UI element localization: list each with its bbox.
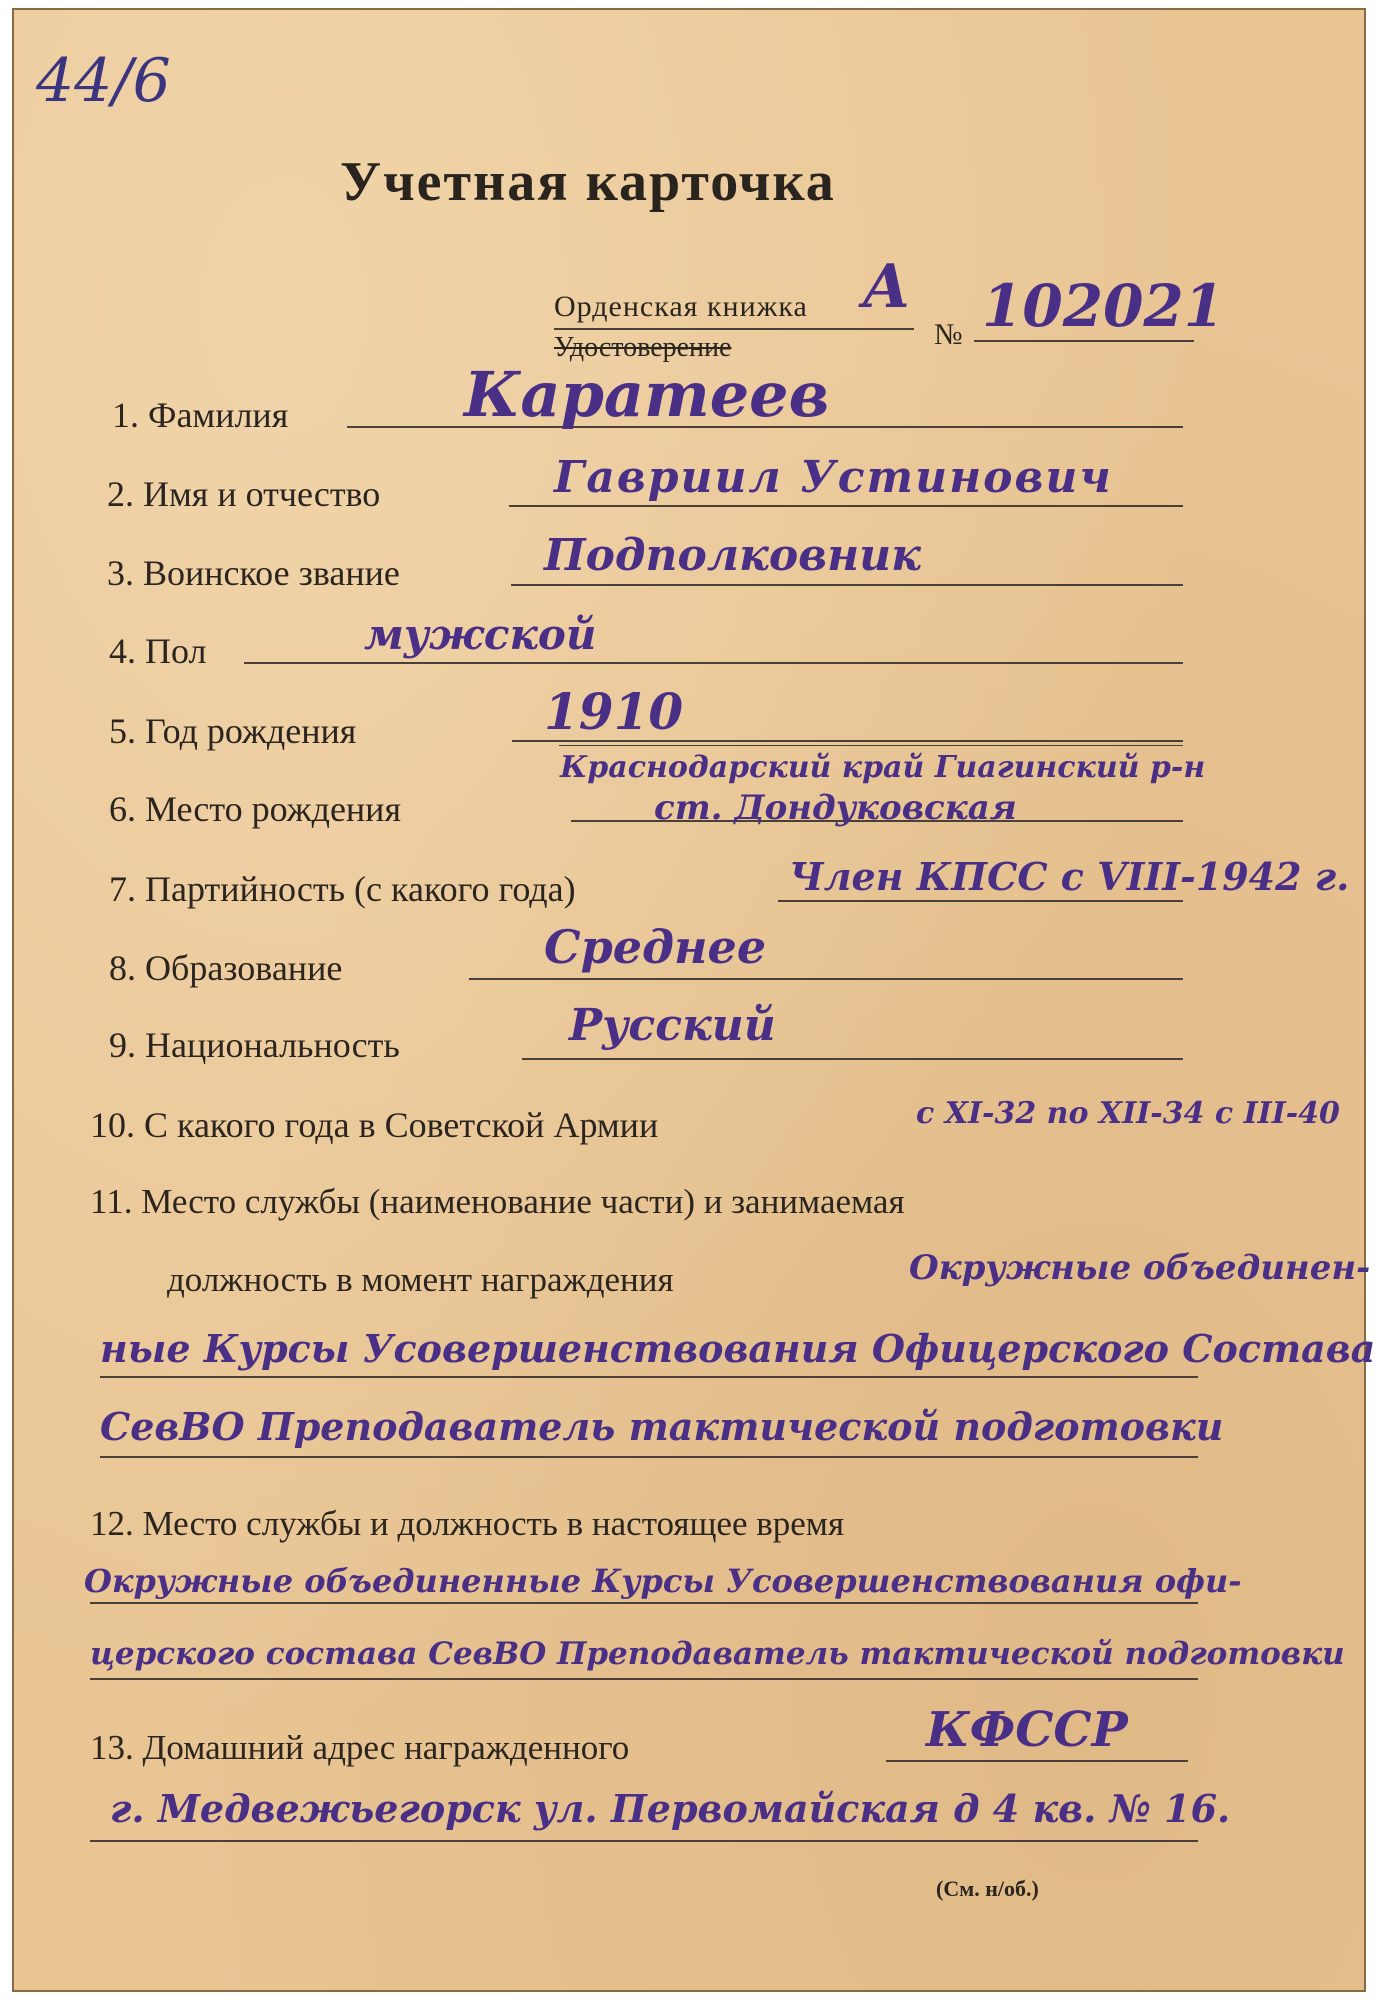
field-service-award-value-line1: Окружные объединен- [909,1248,1371,1288]
field-birthplace-line-upper [559,745,1183,746]
field-name-value: Гавриил Устинович [554,452,1113,503]
field-name-line [509,505,1183,507]
field-service-award-line1 [100,1376,1198,1378]
field-current-service-line1 [90,1602,1198,1604]
field-current-service-label: 12. Место службы и должность в настоящее время [90,1504,845,1543]
field-education-value: Среднее [544,920,767,974]
field-surname-label: 1. Фамилия [112,395,289,435]
order-book-underline [554,328,914,330]
field-surname-value: Каратеев [464,358,830,431]
field-name-label: 2. Имя и отчество [107,474,381,514]
field-party-line [778,900,1183,902]
order-book-series: А [862,252,911,322]
field-birthplace-label: 6. Место рождения [109,789,402,829]
order-book-number: 102021 [982,272,1225,340]
field-home-address-value-line1: КФССР [926,1702,1128,1758]
number-sign: № [934,318,963,351]
field-rank-label: 3. Воинское звание [107,553,400,593]
field-nationality-value: Русский [569,1000,776,1051]
award-record-card [12,8,1376,1992]
field-home-address-value-line2: г. Медвежьегорск ул. Первомайская д 4 кв. № 16. [110,1786,1231,1831]
field-service-award-value-line3: СевВО Преподаватель тактической подготовки [100,1404,1224,1449]
field-birth-year-value: 1910 [544,682,684,741]
field-rank-line [511,584,1183,586]
field-sex-line [244,662,1183,664]
field-service-award-label-line1: 11. Место службы (наименование части) и занимаемая [90,1182,905,1221]
field-education-line [469,978,1183,980]
field-army-since-label: 10. С какого года в Советской Армии [90,1105,659,1145]
field-birthplace-value-line1: Краснодарский край Гиагинский р-н [560,750,1206,785]
field-birth-year-label: 5. Год рождения [109,711,357,751]
field-current-service-line2 [90,1678,1198,1680]
field-current-service-value-line2: церского состава СевВО Преподаватель тактической подготовки [90,1636,1345,1672]
field-army-since-value: с XI-32 по XII-34 с III-40 [916,1096,1340,1131]
field-home-address-line1 [886,1760,1188,1762]
order-book-label: Орденская книжка [554,290,808,323]
footer-note: (См. н/об.) [936,1876,1039,1901]
field-home-address-line2 [90,1840,1198,1842]
number-underline [974,340,1194,342]
field-home-address-label: 13. Домашний адрес награжденного [90,1728,630,1767]
field-sex-label: 4. Пол [109,631,207,671]
field-education-label: 8. Образование [109,948,343,988]
field-service-award-value-line2: ные Курсы Усовершенствования Офицерского Состава [100,1326,1376,1371]
field-rank-value: Подполковник [544,530,921,581]
field-party-label: 7. Партийность (с какого года) [109,869,576,909]
field-service-award-label-line2: должность в момент награждения [167,1260,674,1299]
field-current-service-value-line1: Окружные объединенные Курсы Усовершенствования офи- [84,1562,1242,1600]
field-party-value: Член КПСС с VIII-1942 г. [789,854,1350,899]
page-title: Учетная карточка [340,151,836,213]
field-service-award-line2 [100,1456,1198,1458]
corner-note: 44/6 [36,46,171,116]
field-nationality-label: 9. Национальность [109,1025,400,1065]
field-nationality-line [522,1058,1183,1060]
field-birthplace-value-line2: ст. Дондуковская [654,788,1017,828]
certificate-label-struck: Удостоверение [554,332,732,363]
field-sex-value: мужской [364,610,597,659]
